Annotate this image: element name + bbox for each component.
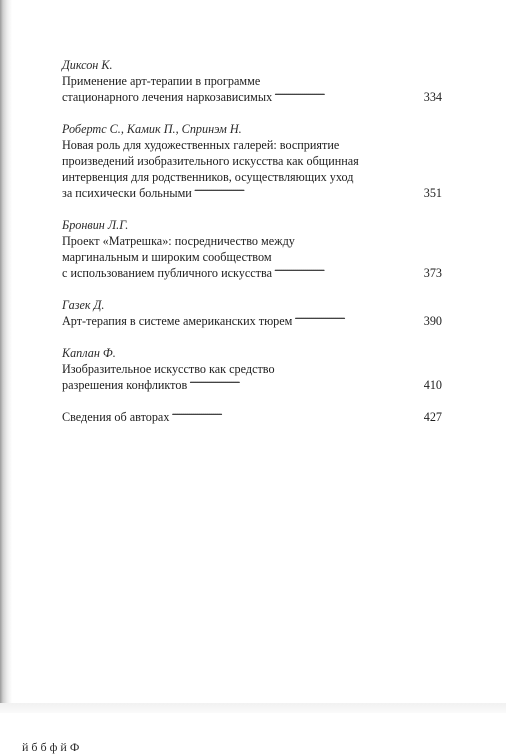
toc-author: Каплан Ф. (62, 346, 116, 360)
dot-leader (274, 265, 422, 277)
toc-page-number: 334 (423, 90, 442, 104)
dot-leader (194, 185, 422, 197)
toc-title-line: Новая роль для художественных галерей: восприятие (62, 138, 340, 152)
toc-title-last-line: стационарного лечения наркозависимых (62, 90, 273, 104)
toc-title-last-line: Арт-терапия в системе американских тюрем (62, 314, 293, 328)
toc-page-number: 390 (423, 314, 442, 328)
dot-leader (294, 313, 421, 325)
toc-entry[interactable] (62, 297, 442, 329)
toc-entry[interactable] (62, 217, 442, 281)
toc-title-line: произведений изобразительного искусства как общинная (62, 154, 359, 168)
document-page (12, 0, 506, 703)
toc-page-number: 351 (423, 186, 442, 200)
toc-author: Диксон К. (62, 58, 113, 72)
toc-title-last-line: с использованием публичного искусства (62, 266, 272, 280)
toc-entry-authors-info[interactable] (62, 409, 442, 425)
dot-leader (171, 409, 421, 421)
toc-leader-line (62, 185, 442, 201)
page-edge-shadow (0, 0, 12, 706)
dot-leader (274, 89, 422, 101)
toc-author: Газек Д. (62, 298, 105, 312)
toc-entry[interactable] (62, 57, 442, 105)
toc-leader-line (62, 377, 442, 393)
toc-entry[interactable] (62, 121, 442, 201)
toc-title-line: Изобразительное искусство как средство (62, 362, 275, 376)
toc-leader-line (62, 89, 442, 105)
toc-leader-line (62, 409, 442, 425)
toc-author: Робертс С., Камик П., Спринэм Н. (62, 122, 242, 136)
toc-author: Бронвин Л.Г. (62, 218, 129, 232)
toc-title-line: Проект «Матрешка»: посредничество между (62, 234, 295, 248)
next-page-top (0, 713, 506, 754)
toc-title-last-line: разрешения конфликтов (62, 378, 188, 392)
page-gap (0, 703, 506, 713)
toc-title-line: интервенция для родственников, осуществляющих уход (62, 170, 354, 184)
next-page-text-fragment: й б б ф й Ф (22, 740, 80, 754)
toc-leader-line (62, 313, 442, 329)
table-of-contents (62, 57, 442, 441)
toc-page-number: 427 (423, 410, 442, 424)
toc-title-last-line: Сведения об авторах (62, 410, 170, 424)
toc-title-line: маргинальным и широким сообществом (62, 250, 272, 264)
toc-page-number: 373 (423, 266, 442, 280)
toc-title-last-line: за психически больными (62, 186, 192, 200)
toc-page-number: 410 (423, 378, 442, 392)
toc-leader-line (62, 265, 442, 281)
dot-leader (189, 377, 422, 389)
toc-entry[interactable] (62, 345, 442, 393)
toc-title-line: Применение арт-терапии в программе (62, 74, 261, 88)
